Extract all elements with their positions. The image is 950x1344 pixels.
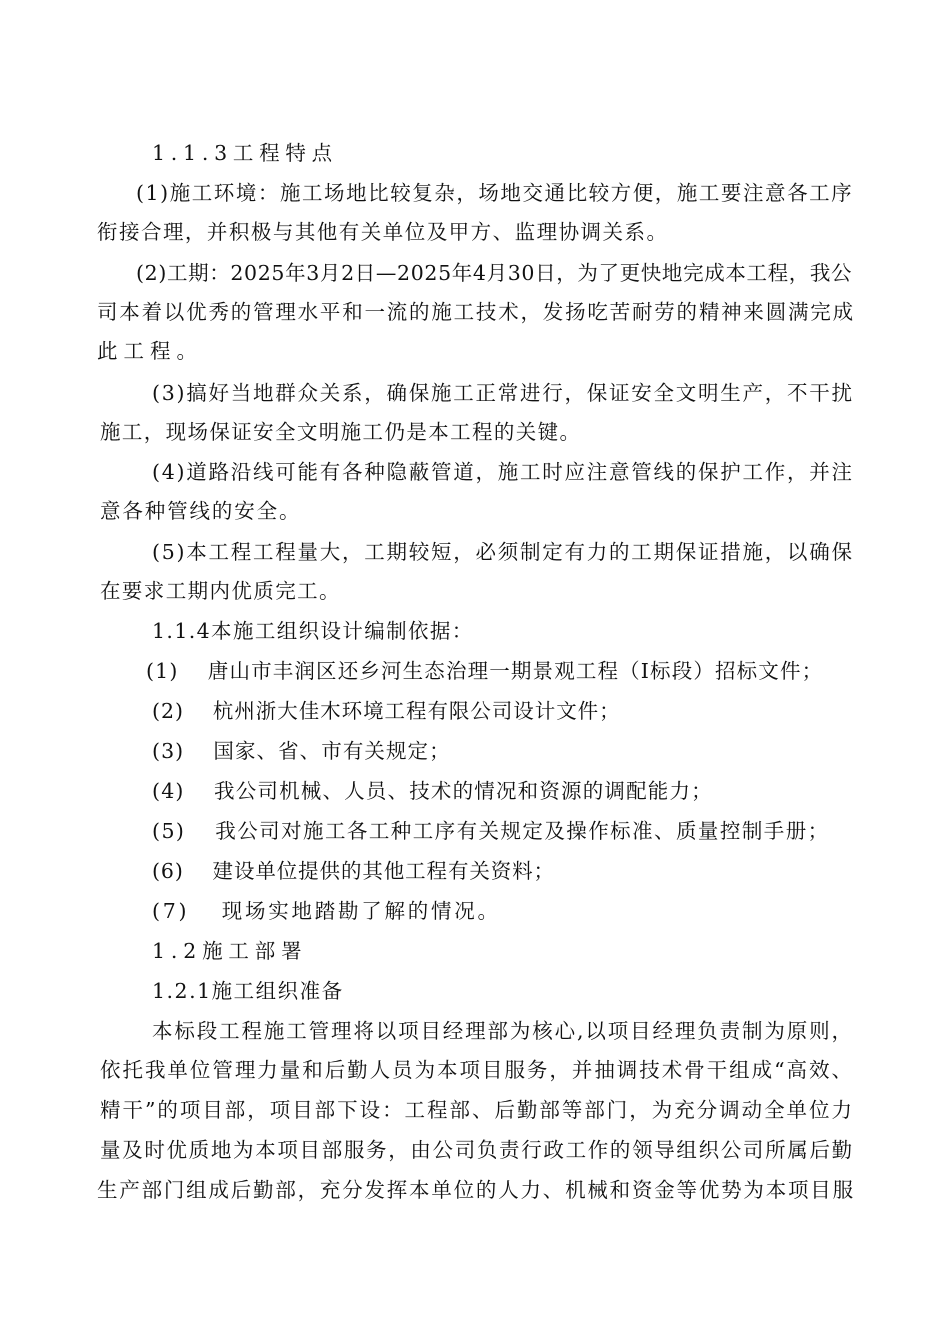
paragraph-line: (3)搞好当地群众关系，确保施工正常进行，保证安全文明生产，不干扰 bbox=[152, 381, 854, 405]
list-item: (6) 建设单位提供的其他工程有关资料； bbox=[152, 859, 555, 883]
paragraph-line: 衔接合理，并积极与其他有关单位及甲方、监理协调关系。 bbox=[97, 220, 669, 244]
list-item: (1) 唐山市丰润区还乡河生态治理一期景观工程（Ⅰ标段）招标文件； bbox=[146, 659, 824, 683]
paragraph-line: 本标段工程施工管理将以项目经理部为核心,以项目经理负责制为原则， bbox=[152, 1019, 854, 1043]
paragraph-line: 生产部门组成后勤部，充分发挥本单位的人力、机械和资金等优势为本项目服 bbox=[97, 1178, 855, 1202]
list-item: (7) 现场实地踏勘了解的情况。 bbox=[152, 899, 501, 923]
paragraph-line: 意各种管线的安全。 bbox=[100, 499, 302, 523]
paragraph-line: 在要求工期内优质完工。 bbox=[100, 579, 341, 603]
list-item: (4) 我公司机械、人员、技术的情况和资源的调配能力； bbox=[152, 779, 713, 803]
paragraph-line: 量及时优质地为本项目部服务，由公司负责行政工作的领导组织公司所属后勤 bbox=[100, 1138, 854, 1162]
paragraph-line: (2)工期：2025年3月2日—2025年4月30日，为了更快地完成本工程，我公 bbox=[136, 261, 853, 285]
heading-1-1-3: 1.1.3工程特点 bbox=[152, 141, 338, 165]
paragraph-line: (4)道路沿线可能有各种隐蔽管道，施工时应注意管线的保护工作，并注 bbox=[152, 460, 854, 484]
paragraph-line: 施工，现场保证安全文明施工仍是本工程的关键。 bbox=[100, 420, 582, 444]
paragraph-line: (1)施工环境：施工场地比较复杂，场地交通比较方便，施工要注意各工序 bbox=[136, 181, 854, 205]
heading-1-2-1: 1.2.1施工组织准备 bbox=[152, 979, 344, 1003]
list-item: (2) 杭州浙大佳木环境工程有限公司设计文件； bbox=[152, 699, 621, 723]
heading-1-2: 1.2施工部署 bbox=[152, 939, 308, 963]
paragraph-line: 司本着以优秀的管理水平和一流的施工技术，发扬吃苦耐劳的精神来圆满完成 bbox=[97, 300, 855, 324]
paragraph-line: 此工程。 bbox=[97, 339, 203, 363]
list-item: (5) 我公司对施工各工种工序有关规定及操作标准、质量控制手册； bbox=[152, 819, 830, 843]
paragraph-line: 依托我单位管理力量和后勤人员为本项目服务，并抽调技术骨干组成“高效、 bbox=[100, 1058, 854, 1082]
list-item: (3) 国家、省、市有关规定； bbox=[152, 739, 451, 763]
heading-1-1-4: 1.1.4本施工组织设计编制依据： bbox=[152, 619, 474, 643]
paragraph-line: 精干”的项目部，项目部下设：工程部、后勤部等部门，为充分调动全单位力 bbox=[100, 1098, 854, 1122]
paragraph-line: (5)本工程工程量大，工期较短，必须制定有力的工期保证措施，以确保 bbox=[152, 540, 854, 564]
